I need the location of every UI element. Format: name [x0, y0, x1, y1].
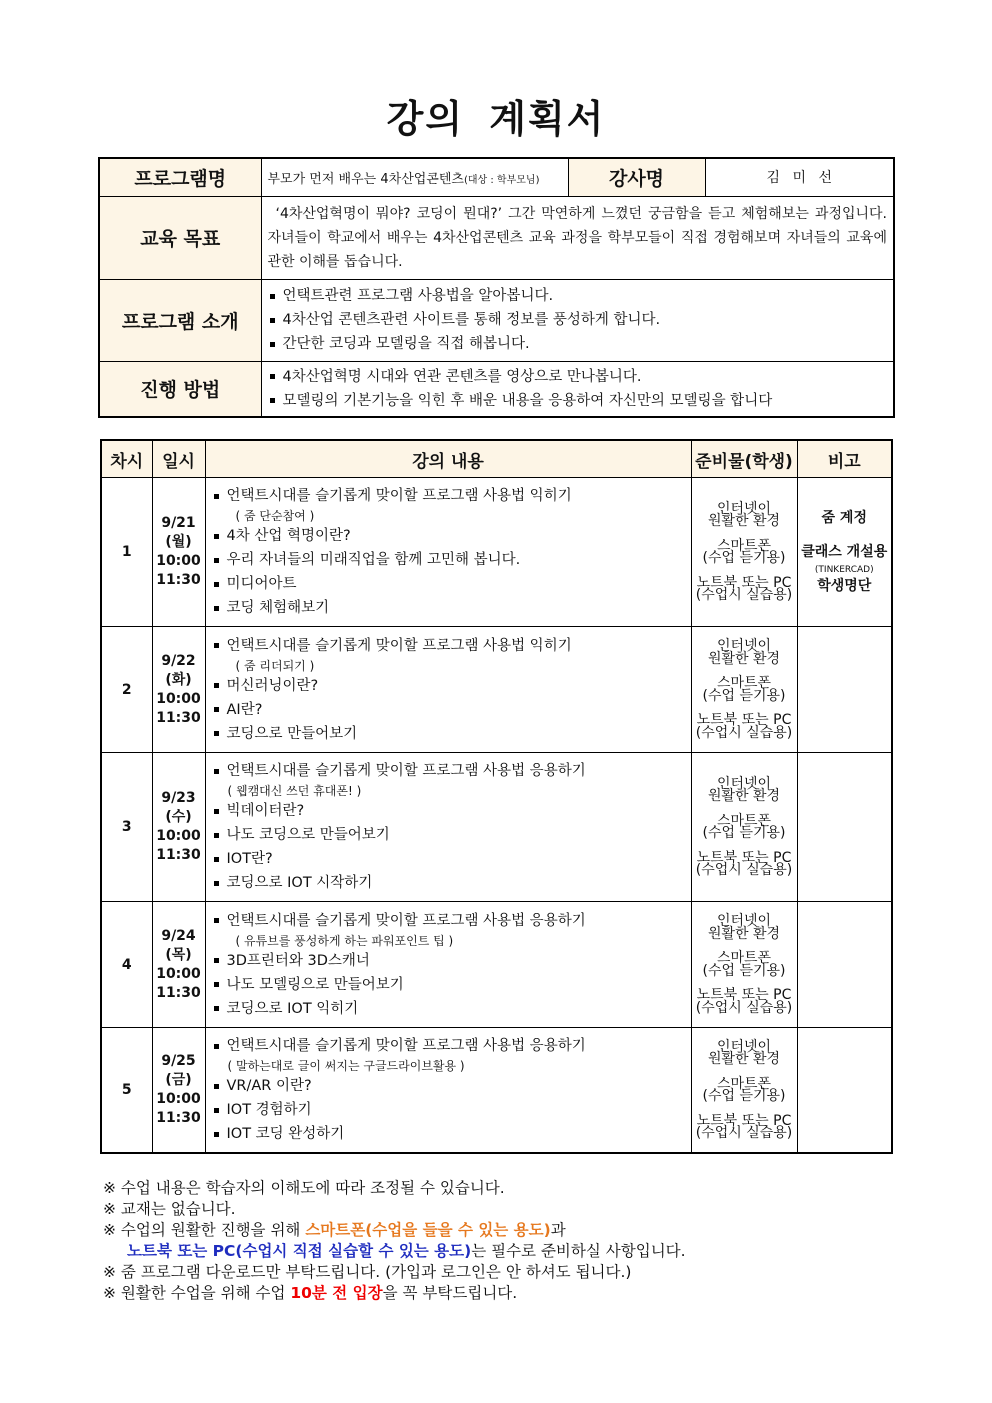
- program-name-label: 프로그램명: [99, 158, 261, 196]
- intro-label: 프로그램 소개: [99, 279, 261, 361]
- method-item: 모델링의 기본기능을 익힌 후 배운 내용을 응용하여 자신만의 모델링을 합니다: [270, 389, 894, 413]
- method-item: 4차산업혁명 시대와 연관 콘텐츠를 영상으로 만나봅니다.: [270, 365, 894, 389]
- table-row: [101, 478, 892, 627]
- session-content: 언택트시대를 슬기롭게 맞이할 프로그램 사용법 익히기 ( 줌 리더되기 ) 머신러닝이란? AI란? 코딩으로 만들어보기: [205, 627, 691, 753]
- note-line: ※ 교재는 없습니다.: [103, 1200, 236, 1218]
- session-remarks: [797, 1028, 892, 1154]
- session-materials: 인터넷이 원활한 환경 스마트폰 (수업 듣기용) 노트북 또는 PC (수업시 실습용): [691, 902, 797, 1028]
- session-materials: 인터넷이 원활한 환경 스마트폰 (수업 듣기용) 노트북 또는 PC (수업시 실습용): [691, 627, 797, 753]
- session-date: 9/25 (금) 10:00 11:30: [152, 1028, 205, 1154]
- goal-label: 교육 목표: [99, 196, 261, 279]
- session-remarks: 줌 계정 클래스 개설용 (TINKERCAD) 학생명단: [797, 478, 892, 627]
- table-row: [101, 753, 892, 902]
- header-remarks: 비고: [797, 440, 892, 478]
- header-content: 강의 내용: [205, 440, 691, 478]
- instructor-value: 김 미 선: [705, 158, 894, 196]
- notes-section: [103, 1178, 686, 1304]
- session-number: 3: [101, 753, 152, 902]
- note-line: ※ 원활한 수업을 위해 수업 10분 전 입장을 꼭 부탁드립니다.: [103, 1284, 518, 1302]
- table-row: [101, 1028, 892, 1154]
- program-info-table: [98, 157, 895, 418]
- header-date: 일시: [152, 440, 205, 478]
- session-date: 9/21 (월) 10:00 11:30: [152, 478, 205, 627]
- session-content: 언택트시대를 슬기롭게 맞이할 프로그램 사용법 응용하기 ( 웹캠대신 쓰던 휴대폰! ) 빅데이터란? 나도 코딩으로 만들어보기 IOT란? 코딩으로 IOT 시작하기: [205, 753, 691, 902]
- note-line: ※ 수업 내용은 학습자의 이해도에 따라 조정될 수 있습니다.: [103, 1179, 505, 1197]
- table-row: [101, 627, 892, 753]
- session-content: 언택트시대를 슬기롭게 맞이할 프로그램 사용법 익히기 ( 줌 단순참여 ) 4차 산업 혁명이란? 우리 자녀들의 미래직업을 함께 고민해 봅니다. 미디어아트 코딩 체험해보기: [205, 478, 691, 627]
- intro-item: 간단한 코딩과 모델링을 직접 해봅니다.: [270, 332, 894, 356]
- session-materials: 인터넷이 원활한 환경 스마트폰 (수업 듣기용) 노트북 또는 PC (수업시 실습용): [691, 753, 797, 902]
- note-line: ※ 줌 프로그램 다운로드만 부탁드립니다. (가입과 로그인은 안 하셔도 됩니다.): [103, 1263, 632, 1281]
- program-name-value: 부모가 먼저 배우는 4차산업콘텐츠(대상 : 학부모님): [261, 158, 568, 196]
- intro-list: [261, 279, 894, 361]
- session-materials: 인터넷이 원활한 환경 스마트폰 (수업 듣기용) 노트북 또는 PC (수업시 실습용): [691, 1028, 797, 1154]
- session-remarks: [797, 753, 892, 902]
- session-date: 9/24 (목) 10:00 11:30: [152, 902, 205, 1028]
- note-line: 노트북 또는 PC(수업시 직접 실습할 수 있는 용도)는 필수로 준비하실 사항입니다.: [127, 1242, 686, 1260]
- session-materials: 인터넷이 원활한 환경 스마트폰 (수업 듣기용) 노트북 또는 PC (수업시 실습용): [691, 478, 797, 627]
- session-remarks: [797, 627, 892, 753]
- intro-item: 언택트관련 프로그램 사용법을 알아봅니다.: [270, 284, 894, 308]
- session-date: 9/23 (수) 10:00 11:30: [152, 753, 205, 902]
- schedule-table: [100, 439, 893, 1154]
- session-number: 2: [101, 627, 152, 753]
- session-content: 언택트시대를 슬기롭게 맞이할 프로그램 사용법 응용하기 ( 유튜브를 풍성하게 하는 파워포인트 팁 ) 3D프린터와 3D스캐너 나도 모델링으로 만들어보기 코딩으로 IOT 익히기: [205, 902, 691, 1028]
- page-title: 강의 계획서: [386, 97, 606, 141]
- goal-text: ‘4차산업혁명이 뭐야? 코딩이 뭔대?’ 그간 막연하게 느꼈던 궁금함을 듣고 체험해보는 과정입니다. 자녀들이 학교에서 배우는 4차산업콘텐츠 교육 과정을 학부모들이 직접 경험해보며 자녀들의 교육에 관한 이해를 돕습니다.: [261, 196, 894, 279]
- instructor-label: 강사명: [568, 158, 705, 196]
- session-date: 9/22 (화) 10:00 11:30: [152, 627, 205, 753]
- session-content: 언택트시대를 슬기롭게 맞이할 프로그램 사용법 응용하기 ( 말하는대로 글이 써지는 구글드라이브활용 ) VR/AR 이란? IOT 경험하기 IOT 코딩 완성하기: [205, 1028, 691, 1154]
- session-number: 1: [101, 478, 152, 627]
- intro-item: 4차산업 콘텐츠관련 사이트를 통해 정보를 풍성하게 합니다.: [270, 308, 894, 332]
- session-number: 5: [101, 1028, 152, 1154]
- table-row: [101, 902, 892, 1028]
- note-line: ※ 수업의 원활한 진행을 위해 스마트폰(수업을 들을 수 있는 용도)과: [103, 1221, 566, 1239]
- session-remarks: [797, 902, 892, 1028]
- header-materials: 준비물(학생): [691, 440, 797, 478]
- session-number: 4: [101, 902, 152, 1028]
- method-list: [261, 361, 894, 417]
- header-session: 차시: [101, 440, 152, 478]
- method-label: 진행 방법: [99, 361, 261, 417]
